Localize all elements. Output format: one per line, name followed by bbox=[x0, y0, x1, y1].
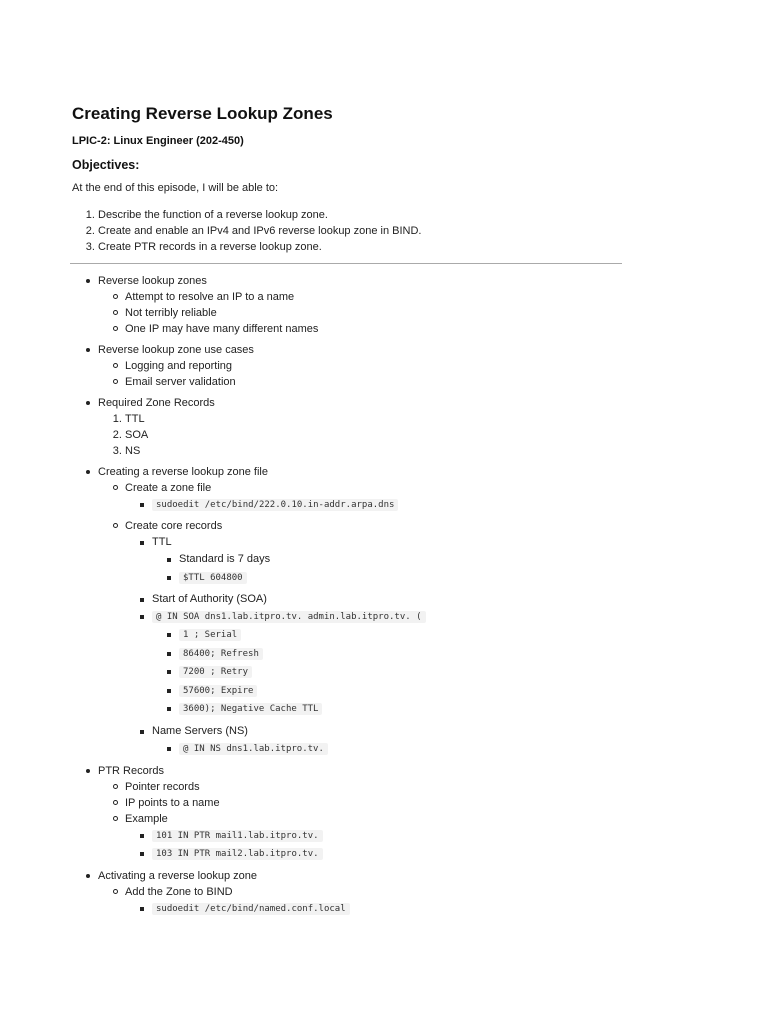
list-item bbox=[111, 518, 624, 758]
code-snippet: 57600; Expire bbox=[179, 685, 257, 697]
code-snippet: 86400; Refresh bbox=[179, 648, 263, 660]
section-required-records bbox=[84, 395, 624, 459]
list-item bbox=[138, 534, 624, 587]
code-snippet: sudoedit /etc/bind/named.conf.local bbox=[152, 903, 350, 915]
section-label: Creating a reverse lookup zone file bbox=[98, 466, 268, 478]
list-item: Email server validation bbox=[111, 374, 624, 390]
list-item: Attempt to resolve an IP to a name bbox=[111, 289, 624, 305]
divider bbox=[70, 263, 622, 264]
objective-item: 2. Create and enable an IPv4 and IPv6 reverse lookup zone in BIND. bbox=[98, 223, 624, 239]
document-page bbox=[72, 103, 624, 923]
list-item bbox=[111, 480, 624, 514]
list-item bbox=[111, 884, 624, 918]
list-item: Not terribly reliable bbox=[111, 305, 624, 321]
list-item: IP points to a name bbox=[111, 795, 624, 811]
notes-list bbox=[72, 273, 624, 918]
item-label: Create core records bbox=[125, 520, 223, 532]
code-snippet: @ IN SOA dns1.lab.itpro.tv. admin.lab.itpro.tv. ( bbox=[152, 611, 426, 623]
code-snippet: 3600); Negative Cache TTL bbox=[179, 703, 322, 715]
section-label: Required Zone Records bbox=[98, 397, 215, 409]
objectives-heading: Objectives: bbox=[72, 158, 140, 172]
section-activating-zone bbox=[84, 868, 624, 918]
list-item: 1. TTL bbox=[125, 411, 624, 427]
item-label: TTL bbox=[152, 536, 172, 548]
code-snippet: 1 ; Serial bbox=[179, 629, 241, 641]
objectives-intro: At the end of this episode, I will be able to: bbox=[72, 182, 279, 194]
item-label: Create a zone file bbox=[125, 482, 212, 494]
code-snippet: @ IN NS dns1.lab.itpro.tv. bbox=[179, 743, 328, 755]
section-creating-zone-file bbox=[84, 464, 624, 758]
list-item: Standard is 7 days bbox=[165, 551, 624, 569]
list-item bbox=[111, 811, 624, 863]
list-item: Start of Authority (SOA) bbox=[138, 591, 624, 608]
code-snippet: $TTL 604800 bbox=[179, 572, 247, 584]
code-snippet: sudoedit /etc/bind/222.0.10.in-addr.arpa.dns bbox=[152, 499, 398, 511]
item-label: Name Servers (NS) bbox=[152, 724, 248, 737]
list-item: One IP may have many different names bbox=[111, 321, 624, 337]
objectives-list bbox=[72, 207, 624, 255]
objective-item: 1. Describe the function of a reverse lookup zone. bbox=[98, 207, 624, 223]
list-item bbox=[138, 723, 624, 759]
list-item: Pointer records bbox=[111, 779, 624, 795]
section-label: Reverse lookup zone use cases bbox=[98, 344, 254, 356]
section-use-cases bbox=[84, 342, 624, 390]
code-snippet: 7200 ; Retry bbox=[179, 666, 252, 678]
objective-item: 3. Create PTR records in a reverse lookup zone. bbox=[98, 239, 624, 255]
page-title: Creating Reverse Lookup Zones bbox=[72, 104, 333, 123]
item-label: Example bbox=[125, 813, 168, 825]
list-item: 3. NS bbox=[125, 443, 624, 459]
list-item: 2. SOA bbox=[125, 427, 624, 443]
section-label: Activating a reverse lookup zone bbox=[98, 870, 257, 882]
section-ptr-records bbox=[84, 763, 624, 863]
section-label: PTR Records bbox=[98, 765, 165, 777]
code-snippet: 101 IN PTR mail1.lab.itpro.tv. bbox=[152, 830, 323, 842]
item-label: Add the Zone to BIND bbox=[125, 886, 233, 898]
section-label: Reverse lookup zones bbox=[98, 275, 207, 287]
course-subtitle: LPIC-2: Linux Engineer (202-450) bbox=[72, 135, 244, 147]
code-snippet: 103 IN PTR mail2.lab.itpro.tv. bbox=[152, 848, 323, 860]
list-item: Logging and reporting bbox=[111, 358, 624, 374]
section-reverse-lookup-zones bbox=[84, 273, 624, 337]
